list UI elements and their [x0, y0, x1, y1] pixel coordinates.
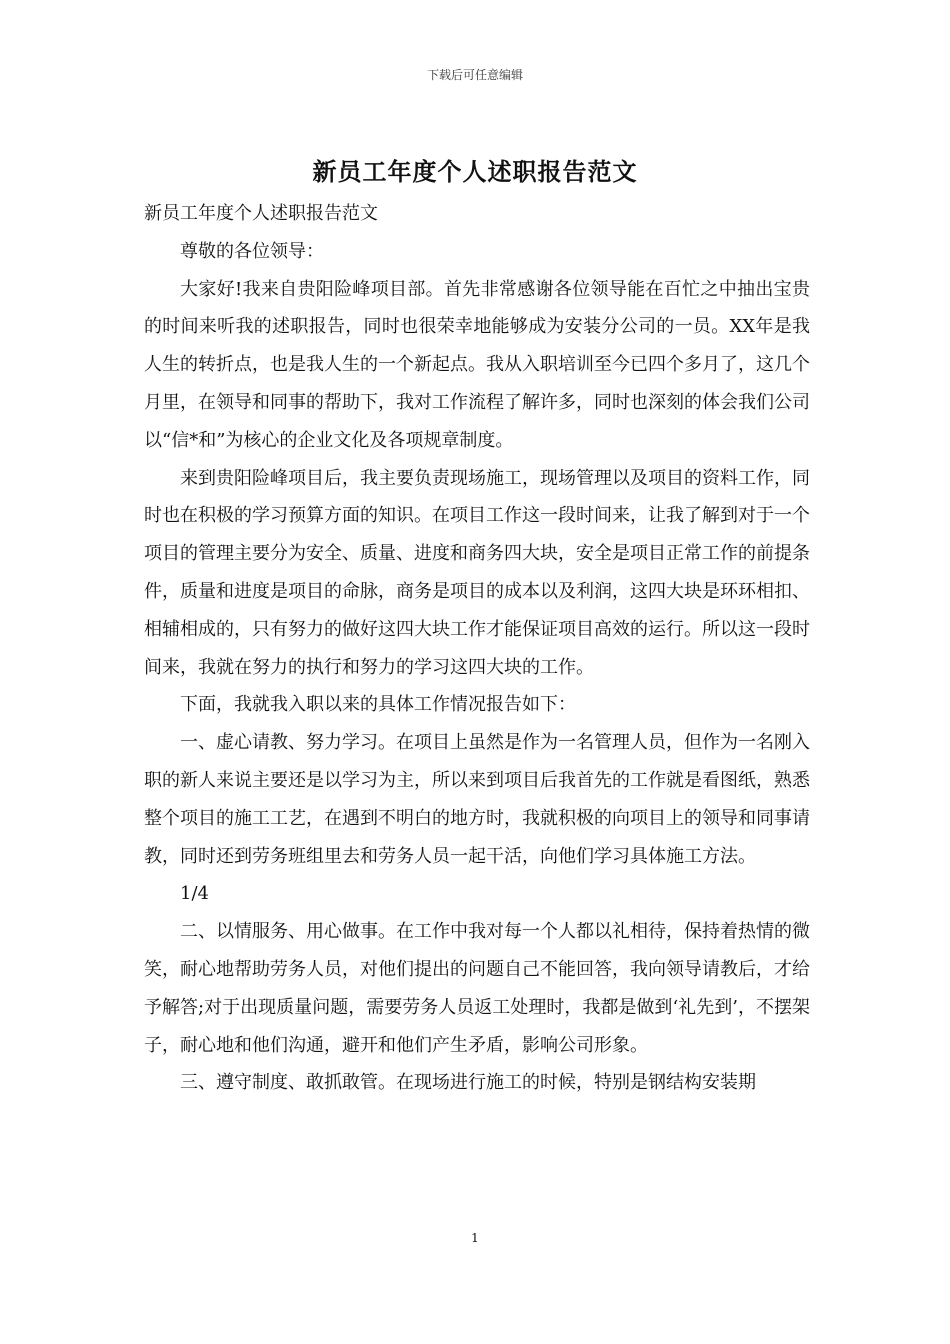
body-paragraph: 三、遵守制度、敢抓敢管。在现场进行施工的时候，特别是钢结构安装期: [180, 1072, 756, 1094]
body-paragraph: 大家好!我来自贵阳险峰项目部。首先非常感谢各位领导能在百忙之中抽出宝贵的时间来听我的述职报告，同时也很荣幸地能够成为安装分公司的一员。XX年是我人生的转折点，也是我人生的一个新起点。我从入职培训至今已四个多月了，这几个月里，在领导和同事的帮助下，我对工作流程了解许多，同时也深刻的体会我们公司以“信*和”为核心的企业文化及各项规章制度。: [144, 278, 810, 451]
document-title: 新员工年度个人述职报告范文: [312, 157, 638, 186]
subtitle-paragraph: 新员工年度个人述职报告范文: [144, 203, 378, 224]
body-paragraph: 一、虚心请教、努力学习。在项目上虽然是作为一名管理人员，但作为一名刚入职的新人来说主要还是以学习为主，所以来到项目后我首先的工作就是看图纸，熟悉整个项目的施工工艺，在遇到不明白的地方时，我就积极的向项目上的领导和同事请教，同时还到劳务班组里去和劳务人员一起干活，向他们学习具体施工方法。: [144, 732, 810, 867]
body-paragraph: 二、以情服务、用心做事。在工作中我对每一个人都以礼相待，保持着热情的微笑，耐心地帮助劳务人员，对他们提出的问题自己不能回答，我向领导请教后，才给予解答;对于出现质量问题，需要劳务人员返工处理时，我都是做到‘礼先到’，不摆架子，耐心地和他们沟通，避开和他们产生矛盾，影响公司形象。: [144, 921, 810, 1056]
page-number: 1: [471, 1231, 479, 1245]
document-body: [144, 195, 810, 1102]
body-paragraph: 下面，我就我入职以来的具体工作情况报告如下：: [180, 694, 576, 716]
header-note: 下载后可任意编辑: [426, 68, 523, 82]
body-paragraph: 来到贵阳险峰项目后，我主要负责现场施工，现场管理以及项目的资料工作，同时也在积极的学习预算方面的知识。在项目工作这一段时间来，让我了解到对于一个项目的管理主要分为安全、质量、进度和商务四大块，安全是项目正常工作的前提条件，质量和进度是项目的命脉，商务是项目的成本以及利润，这四大块是环环相扣、相辅相成的，只有努力的做好这四大块工作才能保证项目高效的运行。所以这一段时间来，我就在努力的执行和努力的学习这四大块的工作。: [144, 467, 810, 678]
salutation-paragraph: 尊敬的各位领导：: [180, 240, 324, 262]
inline-page-marker: 1/4: [180, 883, 209, 905]
